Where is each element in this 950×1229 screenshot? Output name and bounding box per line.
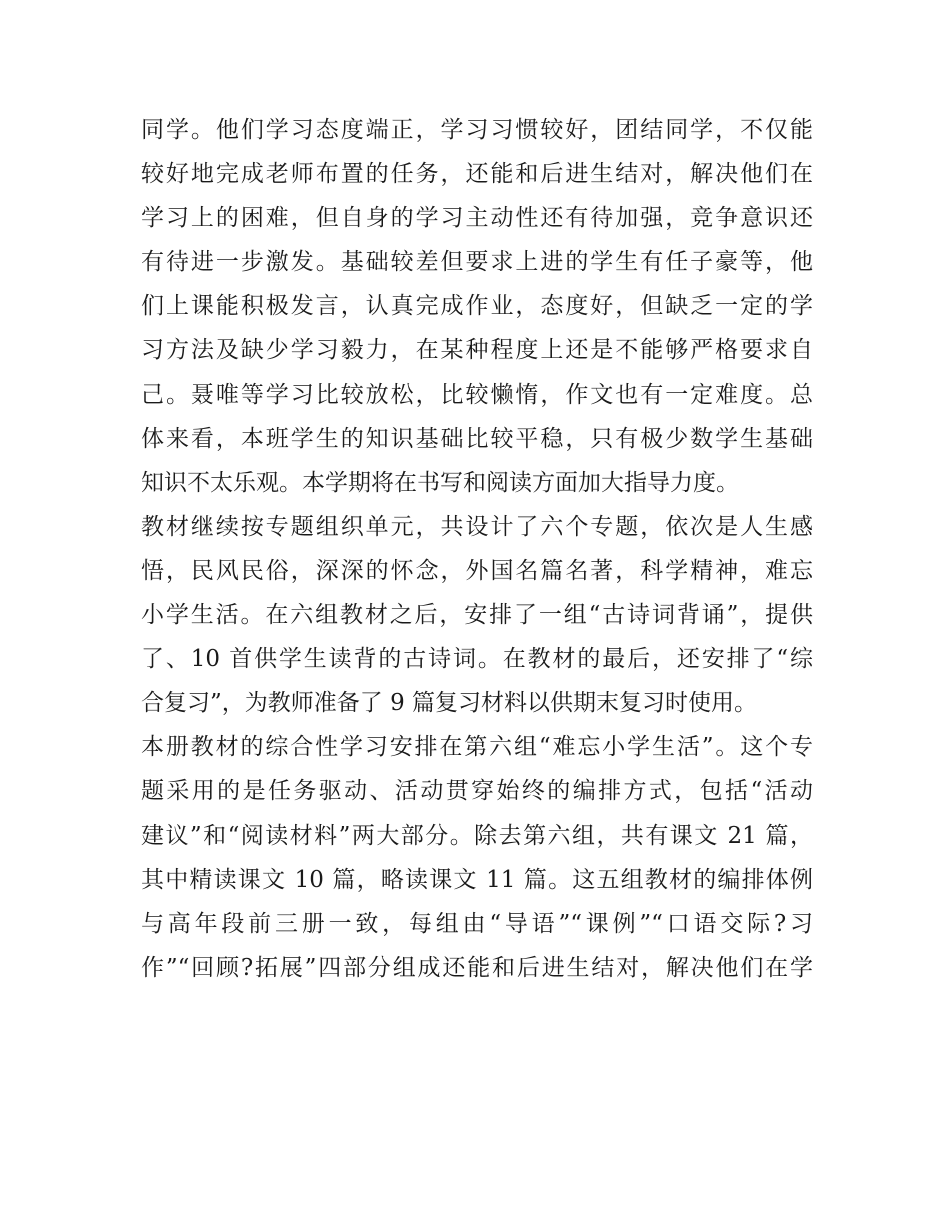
text-line-2: 较好地完成老师布置的任务，还能和后进生结对，解决他们在: [141, 161, 813, 188]
text-line-12: 小学生活。在六组教材之后，安排了一组“古诗词背诵”，提供: [141, 602, 813, 629]
text-line-15: 本册教材的综合性学习安排在第六组“难忘小学生活”。这个专: [141, 734, 813, 761]
text-line-13: 了、10 首供学生读背的古诗词。在教材的最后，还安排了“综: [141, 646, 813, 673]
text-line-19: 与高年段前三册一致，每组由“导语”“课例”“口语交际?习: [141, 910, 813, 937]
body-text: [141, 108, 813, 990]
text-line-18: 其中精读课文 10 篇，略读课文 11 篇。这五组教材的编排体例: [141, 866, 813, 893]
text-line-1: 同学。他们学习态度端正，学习习惯较好，团结同学，不仅能: [141, 117, 813, 143]
text-line-6: 习方法及缺少学习毅力，在某种程度上还是不能够严格要求自: [141, 337, 813, 364]
text-line-9: 知识不太乐观。本学期将在书写和阅读方面加大指导力度。: [141, 469, 739, 496]
text-line-3: 学习上的困难，但自身的学习主动性还有待加强，竞争意识还: [141, 205, 813, 232]
text-line-7: 己。聂唯等学习比较放松，比较懒惰，作文也有一定难度。总: [141, 381, 813, 408]
text-line-17: 建议”和“阅读材料”两大部分。除去第六组，共有课文 21 篇，: [141, 822, 813, 849]
text-line-10: 教材继续按专题组织单元，共设计了六个专题，依次是人生感: [141, 513, 813, 540]
text-line-16: 题采用的是任务驱动、活动贯穿始终的编排方式，包括“活动: [141, 778, 813, 805]
text-line-11: 悟，民风民俗，深深的怀念，外国名篇名著，科学精神，难忘: [141, 557, 813, 584]
text-line-4: 有待进一步激发。基础较差但要求上进的学生有任子豪等，他: [141, 249, 813, 276]
text-line-5: 们上课能积极发言，认真完成作业，态度好，但缺乏一定的学: [141, 293, 813, 320]
text-line-8: 体来看，本班学生的知识基础比较平稳，只有极少数学生基础: [141, 425, 813, 452]
text-line-20: 作”“回顾?拓展”四部分组成还能和后进生结对，解决他们在学: [141, 954, 813, 981]
text-line-14: 合复习”，为教师准备了 9 篇复习材料以供期末复习时使用。: [141, 690, 758, 717]
